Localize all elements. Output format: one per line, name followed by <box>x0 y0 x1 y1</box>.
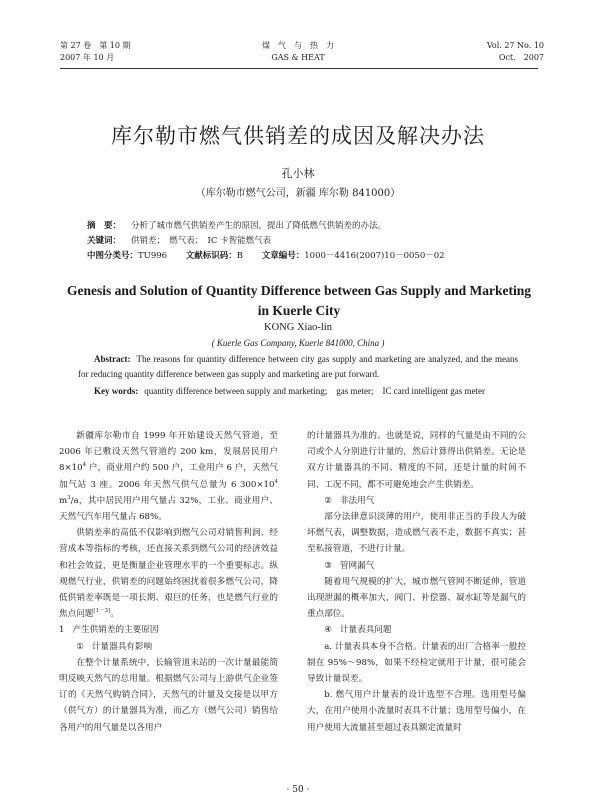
section-heading-1: 1 产生供销差的主要原因 <box>59 625 159 636</box>
author-zh: 孔小林 <box>281 167 315 180</box>
article-number-label: 文章编号： <box>261 251 305 261</box>
abstract-zh-text: 分析了城市燃气供销差产生的原因，提出了降低燃气供销差的办法。 <box>131 221 387 231</box>
article-title-en: Genesis and Solution of Quantity Difference between Gas Supply and Marketing in Kuerle City <box>66 283 532 318</box>
abstract-zh-label: 摘 要： <box>87 221 122 231</box>
article-title-zh: 库尔勒市燃气供销差的成因及解决办法 <box>111 124 485 148</box>
paragraph-intro: 新疆库尔勒市自 1999 年开始建设天然气管道，至 2006 年已敷设天然气管道约 200 km，发展居民用户 $8\times 10^4$ 户，商业用户约 500 户，工业用户 6 户，天然气加气站 3 座。2006 年天然气供气总量为 6 $300\times 10^4$ $m^3/a$，其中居民用户用气量占 32%，工业、商业用户、天然气汽车用气量占 68%。 <box>59 431 278 523</box>
keywords-zh-label: 关键词： <box>87 236 122 246</box>
paragraph-meter-selection: b. 燃气用户计量表的设计选型不合理。选用型号偏大，在用户使用小流量时表具不计量；选用型号偏小，在用户使用大流量甚至超过表具额定流量时 <box>307 690 526 733</box>
paragraph-pipe-leak: 随着用气规模的扩大，城市燃气管网不断延伸，管道出现泄漏的概率加大，阀门、补偿器、凝水缸等是漏气的重点部位。 <box>307 576 526 620</box>
keywords-en-label: Key words: <box>94 386 139 396</box>
keywords-en-text: quantity difference between supply and marketing; gas meter; IC card intelligent gas meter <box>144 386 485 396</box>
page-number: · 50 · <box>286 785 310 795</box>
subheading-pipe-leak: ③ 管网漏气 <box>324 560 375 571</box>
publication-date: 2007 年 10 月 <box>60 53 115 62</box>
paragraph-significance: 供销差率的高低不仅影响到燃气公司对销售利润、经营成本等指标的考核，还直接关系到燃气公司的经济效益和社会效益，更是衡量企业管理水平的一个重要标志。纵观燃气行业，供销差的问题始终困扰着很多燃气公司，降低供销差率既是一项长期、艰巨的任务，也是燃气行业的焦点问题[1－3]。 <box>59 528 278 620</box>
article-number-value: 1000－4416(2007)10－0050－02 <box>304 251 445 261</box>
doc-code-value: B <box>236 251 244 261</box>
volume-issue: 第 27 卷 第 10 期 <box>60 41 131 50</box>
journal-name-zh: 煤 气 与 热 力 <box>262 41 334 50</box>
paragraph-illegal-use: 部分法律意识淡薄的用户，使用非正当的手段人为破坏燃气表，调整数据，造成燃气表不走，数据不真实；甚至私接管道，不进行计量。 <box>307 512 526 555</box>
header-divider <box>60 68 538 69</box>
journal-name-en: GAS & HEAT <box>271 53 325 62</box>
subheading-meter-problems: ④ 计量表具问题 <box>324 625 392 636</box>
body-column-right <box>307 428 526 736</box>
keywords-zh-text: 供销差； 燃气表； IC 卡智能燃气表 <box>131 236 272 246</box>
affiliation-zh: （库尔勒市燃气公司，新疆 库尔勒 841000） <box>195 188 401 199</box>
running-header-right <box>487 40 544 64</box>
affiliation-en: ( Kuerle Gas Company, Kuerle 841000, China ) <box>211 338 385 348</box>
volume-issue-en: Vol. 27 No. 10 <box>486 41 544 50</box>
publication-date-en: Oct. 2007 <box>498 53 544 62</box>
clc-label: 中图分类号： <box>87 251 139 261</box>
subheading-meter-influence: ① 计量器具有影响 <box>76 641 153 652</box>
abstract-zh <box>87 219 527 233</box>
keywords-en <box>78 384 518 399</box>
author-en: KONG Xiao-lin <box>264 322 332 333</box>
body-column-left <box>59 428 278 736</box>
classification-line <box>87 249 527 263</box>
subheading-illegal-use: ② 非法用气 <box>324 495 375 506</box>
abstract-en-text: The reasons for quantity difference between city gas supply and marketing are analyzed, and the means for reducing quantity difference between gas supply and marketing are put forward. <box>78 354 518 379</box>
keywords-zh <box>87 234 527 248</box>
citation-ref: [1－3] <box>93 608 111 615</box>
clc-value: TU996 <box>138 251 168 261</box>
paragraph-metering-cont: 的计量器具为准的。也就是说，同样的气量是由不同的公司或个人分别进行计量的，然后计算得出供销差。无论是双方计量器具的不同、精度的不同，还是计量的时间不同、工况不同，都不可避免地会产生供销差。 <box>307 431 526 490</box>
abstract-en <box>78 352 518 382</box>
doc-code-label: 文献标识码： <box>185 251 237 261</box>
paragraph-meter-quality: a. 计量表具本身不合格。计量表的出厂合格率一般控制在 95%～98%，如果不经检定就用于计量，很可能会导致计量误差。 <box>307 641 526 685</box>
paragraph-metering: 在整个计量系统中，长输管道末站的一次计量最能简明反映天然气的总用量。根据燃气公司与上游供气企业签订的《天然气购销合同》，天然气的计量及交接是以甲方（供气方）的计量器具为准，而乙方（燃气公司）销售给各用户的用气量是以各用户 <box>59 657 278 733</box>
abstract-en-label: Abstract: <box>94 354 131 364</box>
